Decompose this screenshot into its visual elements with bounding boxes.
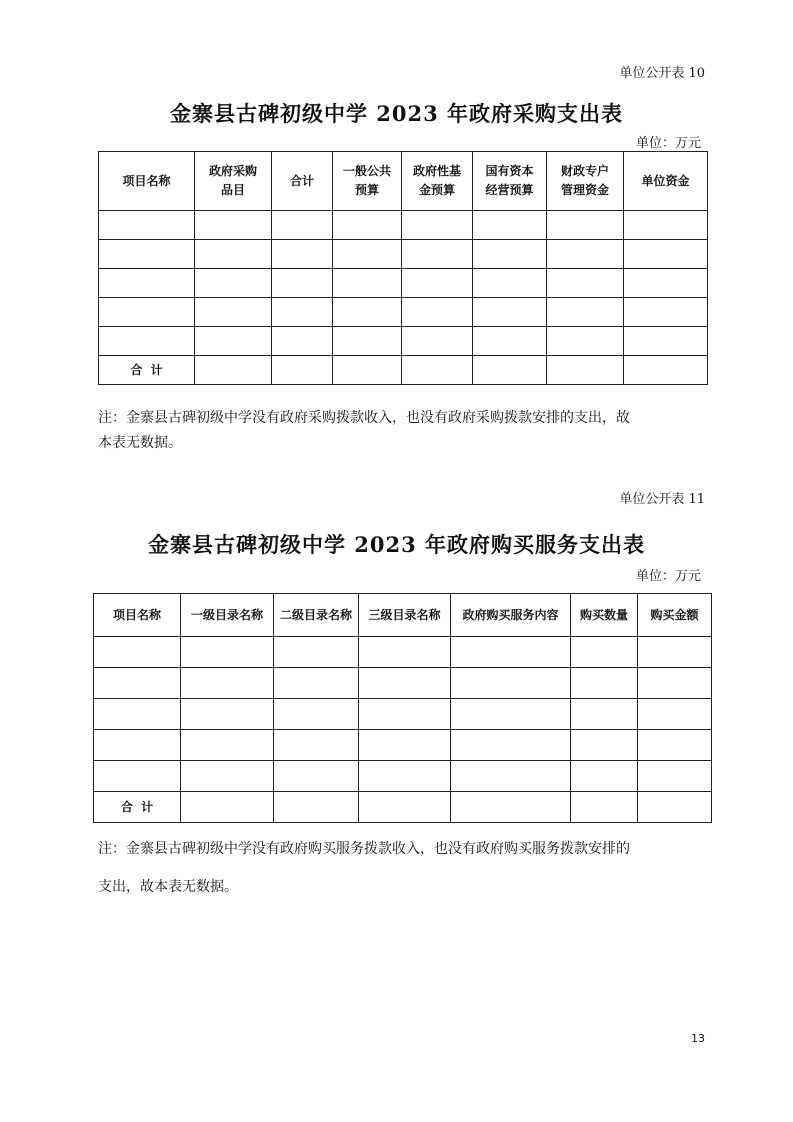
page-number: 13	[691, 1032, 705, 1045]
note-line: 注：金寨县古碑初级中学没有政府购买服务拨款收入，也没有政府购买服务拨款安排的	[98, 841, 630, 857]
table-row	[94, 730, 712, 761]
header-cell: 购买金额	[638, 594, 712, 637]
header-line: 政府采购	[208, 164, 257, 178]
table-row	[94, 668, 712, 699]
header-cell: 三级目录名称	[359, 594, 451, 637]
table-row	[94, 699, 712, 730]
table-row	[99, 240, 708, 269]
header-cell: 政府购买服务内容	[451, 594, 571, 637]
table-row	[99, 269, 708, 298]
note-line: 支出，故本表无数据。	[98, 879, 238, 895]
header-cell	[195, 152, 272, 211]
table-row	[99, 211, 708, 240]
header-cell	[547, 152, 624, 211]
header-cell: 购买数量	[571, 594, 638, 637]
header-line: 政府性基	[412, 164, 461, 178]
table11-unit: 单位：万元	[635, 569, 701, 584]
header-cell: 二级目录名称	[274, 594, 359, 637]
table10-title: 金寨县古碑初级中学 2023 年政府采购支出表	[169, 101, 624, 126]
header-line: 品目	[220, 183, 245, 197]
total-row	[99, 356, 708, 385]
total-label: 合 计	[99, 356, 195, 385]
header-cell: 合计	[272, 152, 333, 211]
header-cell	[473, 152, 547, 211]
note-line: 注：金寨县古碑初级中学没有政府采购拨款收入，也没有政府采购拨款安排的支出，故	[98, 410, 630, 426]
header-cell: 项目名称	[99, 152, 195, 211]
table-row	[94, 637, 712, 668]
service-purchase-table	[93, 593, 712, 823]
header-line: 经营预算	[485, 183, 534, 197]
header-cell: 一级目录名称	[181, 594, 274, 637]
header-line: 国有资本	[485, 164, 534, 178]
table10-unit: 单位：万元	[635, 136, 701, 151]
total-label: 合 计	[94, 792, 181, 823]
header-cell	[402, 152, 473, 211]
procurement-table	[98, 151, 708, 385]
header-line: 预算	[354, 183, 379, 197]
table11-tag: 单位公开表 11	[619, 492, 705, 507]
note-line: 本表无数据。	[98, 435, 182, 451]
table11-title: 金寨县古碑初级中学 2023 年政府购买服务支出表	[147, 532, 646, 557]
header-cell: 项目名称	[94, 594, 181, 637]
total-row	[94, 792, 712, 823]
header-cell	[333, 152, 402, 211]
table10-tag: 单位公开表 10	[619, 66, 705, 81]
table11-note	[98, 838, 708, 896]
header-cell: 单位资金	[624, 152, 708, 211]
table-row	[99, 327, 708, 356]
header-line: 金预算	[418, 183, 455, 197]
table-row	[99, 298, 708, 327]
table-row	[94, 761, 712, 792]
header-line: 财政专户	[560, 164, 609, 178]
table10-note	[98, 407, 708, 452]
header-line: 一般公共	[342, 164, 391, 178]
header-line: 管理资金	[560, 183, 609, 197]
